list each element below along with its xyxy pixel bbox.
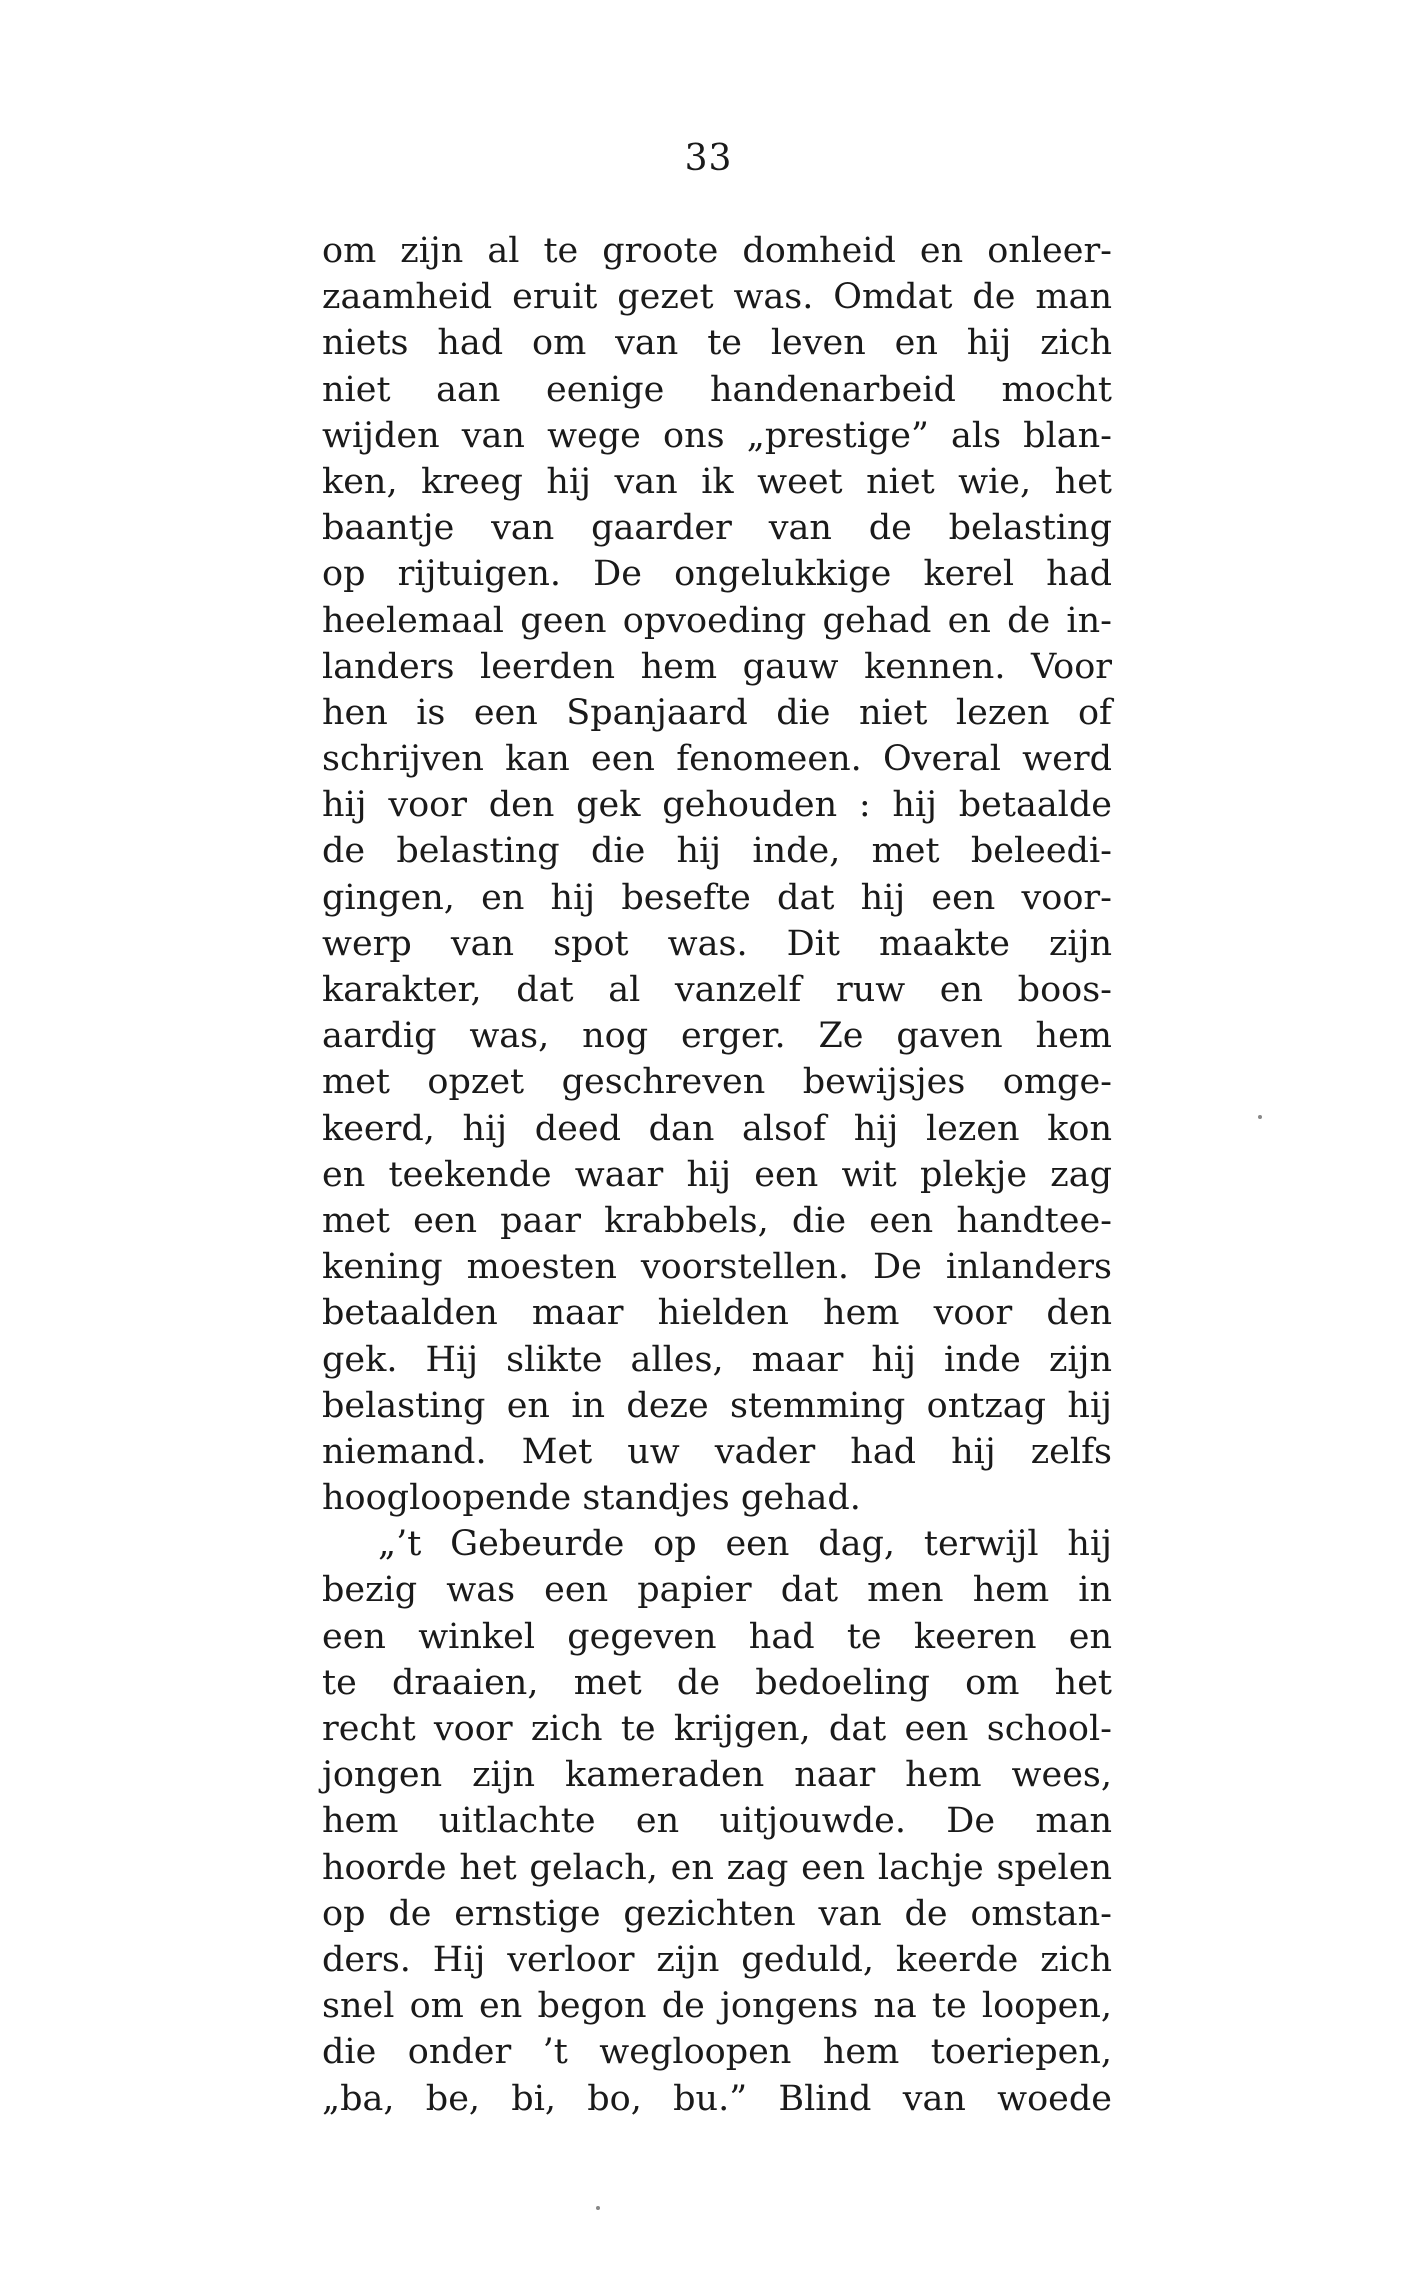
text-line: gingen, en hij besefte dat hij een voor- bbox=[322, 877, 1112, 918]
text-line: werp van spot was. Dit maakte zijn bbox=[322, 923, 1112, 964]
text-line: aardig was, nog erger. Ze gaven hem bbox=[322, 1016, 1112, 1057]
text-line: heelemaal geen opvoeding gehad en de in- bbox=[322, 600, 1112, 641]
speck-mark bbox=[1258, 1115, 1262, 1119]
text-line: niet aan eenige handenarbeid mocht bbox=[322, 369, 1112, 410]
text-line: snel om en begon de jongens na te loopen, bbox=[322, 1986, 1112, 2027]
text-line: wijden van wege ons „prestige” als blan- bbox=[322, 415, 1112, 456]
text-line: op rijtuigen. De ongelukkige kerel had bbox=[322, 554, 1112, 595]
text-line: op de ernstige gezichten van de omstan- bbox=[322, 1893, 1112, 1934]
text-line: niets had om van te leven en hij zich bbox=[322, 323, 1112, 364]
text-line: „’t Gebeurde op een dag, terwijl hij bbox=[378, 1524, 1112, 1565]
text-line: die onder ’t wegloopen hem toeriepen, bbox=[322, 2032, 1112, 2073]
text-line: met opzet geschreven bewijsjes omge- bbox=[322, 1062, 1112, 1103]
text-line: landers leerden hem gauw kennen. Voor bbox=[322, 646, 1112, 687]
text-line: „ba, be, bi, bo, bu.” Blind van woede bbox=[322, 2078, 1112, 2119]
text-line: betaalden maar hielden hem voor den bbox=[322, 1293, 1112, 1334]
text-line: ders. Hij verloor zijn geduld, keerde zich bbox=[322, 1939, 1112, 1980]
text-line: belasting en in deze stemming ontzag hij bbox=[322, 1385, 1112, 1426]
body-text bbox=[322, 228, 1112, 2122]
text-line: schrijven kan een fenomeen. Overal werd bbox=[322, 739, 1112, 780]
text-line: te draaien, met de bedoeling om het bbox=[322, 1662, 1112, 1703]
text-line: hoorde het gelach, en zag een lachje spelen bbox=[322, 1847, 1112, 1888]
text-line: kening moesten voorstellen. De inlanders bbox=[322, 1247, 1112, 1288]
page-number: 33 bbox=[684, 138, 733, 179]
text-line: hem uitlachte en uitjouwde. De man bbox=[322, 1801, 1112, 1842]
text-line: recht voor zich te krijgen, dat een school- bbox=[322, 1709, 1112, 1749]
text-line: keerd, hij deed dan alsof hij lezen kon bbox=[322, 1108, 1112, 1149]
text-line: niemand. Met uw vader had hij zelfs bbox=[322, 1431, 1112, 1472]
speck-mark bbox=[596, 2206, 600, 2210]
text-line: bezig was een papier dat men hem in bbox=[322, 1570, 1112, 1611]
text-line: de belasting die hij inde, met beleedi- bbox=[322, 831, 1112, 872]
text-line: jongen zijn kameraden naar hem wees, bbox=[322, 1755, 1112, 1796]
text-line: karakter, dat al vanzelf ruw en boos- bbox=[322, 970, 1112, 1010]
text-line: ken, kreeg hij van ik weet niet wie, het bbox=[322, 461, 1112, 502]
text-line: hij voor den gek gehouden : hij betaalde bbox=[322, 785, 1112, 826]
text-line: met een paar krabbels, die een handtee- bbox=[322, 1200, 1112, 1241]
text-line: hen is een Spanjaard die niet lezen of bbox=[322, 692, 1112, 733]
text-line: en teekende waar hij een wit plekje zag bbox=[322, 1154, 1112, 1195]
paragraph bbox=[322, 228, 1112, 1521]
text-line: gek. Hij slikte alles, maar hij inde zijn bbox=[322, 1339, 1112, 1380]
text-line: een winkel gegeven had te keeren en bbox=[322, 1616, 1112, 1657]
paragraph bbox=[322, 1521, 1112, 2121]
text-line: hoogloopende standjes gehad. bbox=[322, 1478, 861, 1519]
text-line: om zijn al te groote domheid en onleer- bbox=[322, 231, 1112, 271]
text-line: baantje van gaarder van de belasting bbox=[322, 508, 1112, 549]
text-line: zaamheid eruit gezet was. Omdat de man bbox=[322, 277, 1112, 318]
